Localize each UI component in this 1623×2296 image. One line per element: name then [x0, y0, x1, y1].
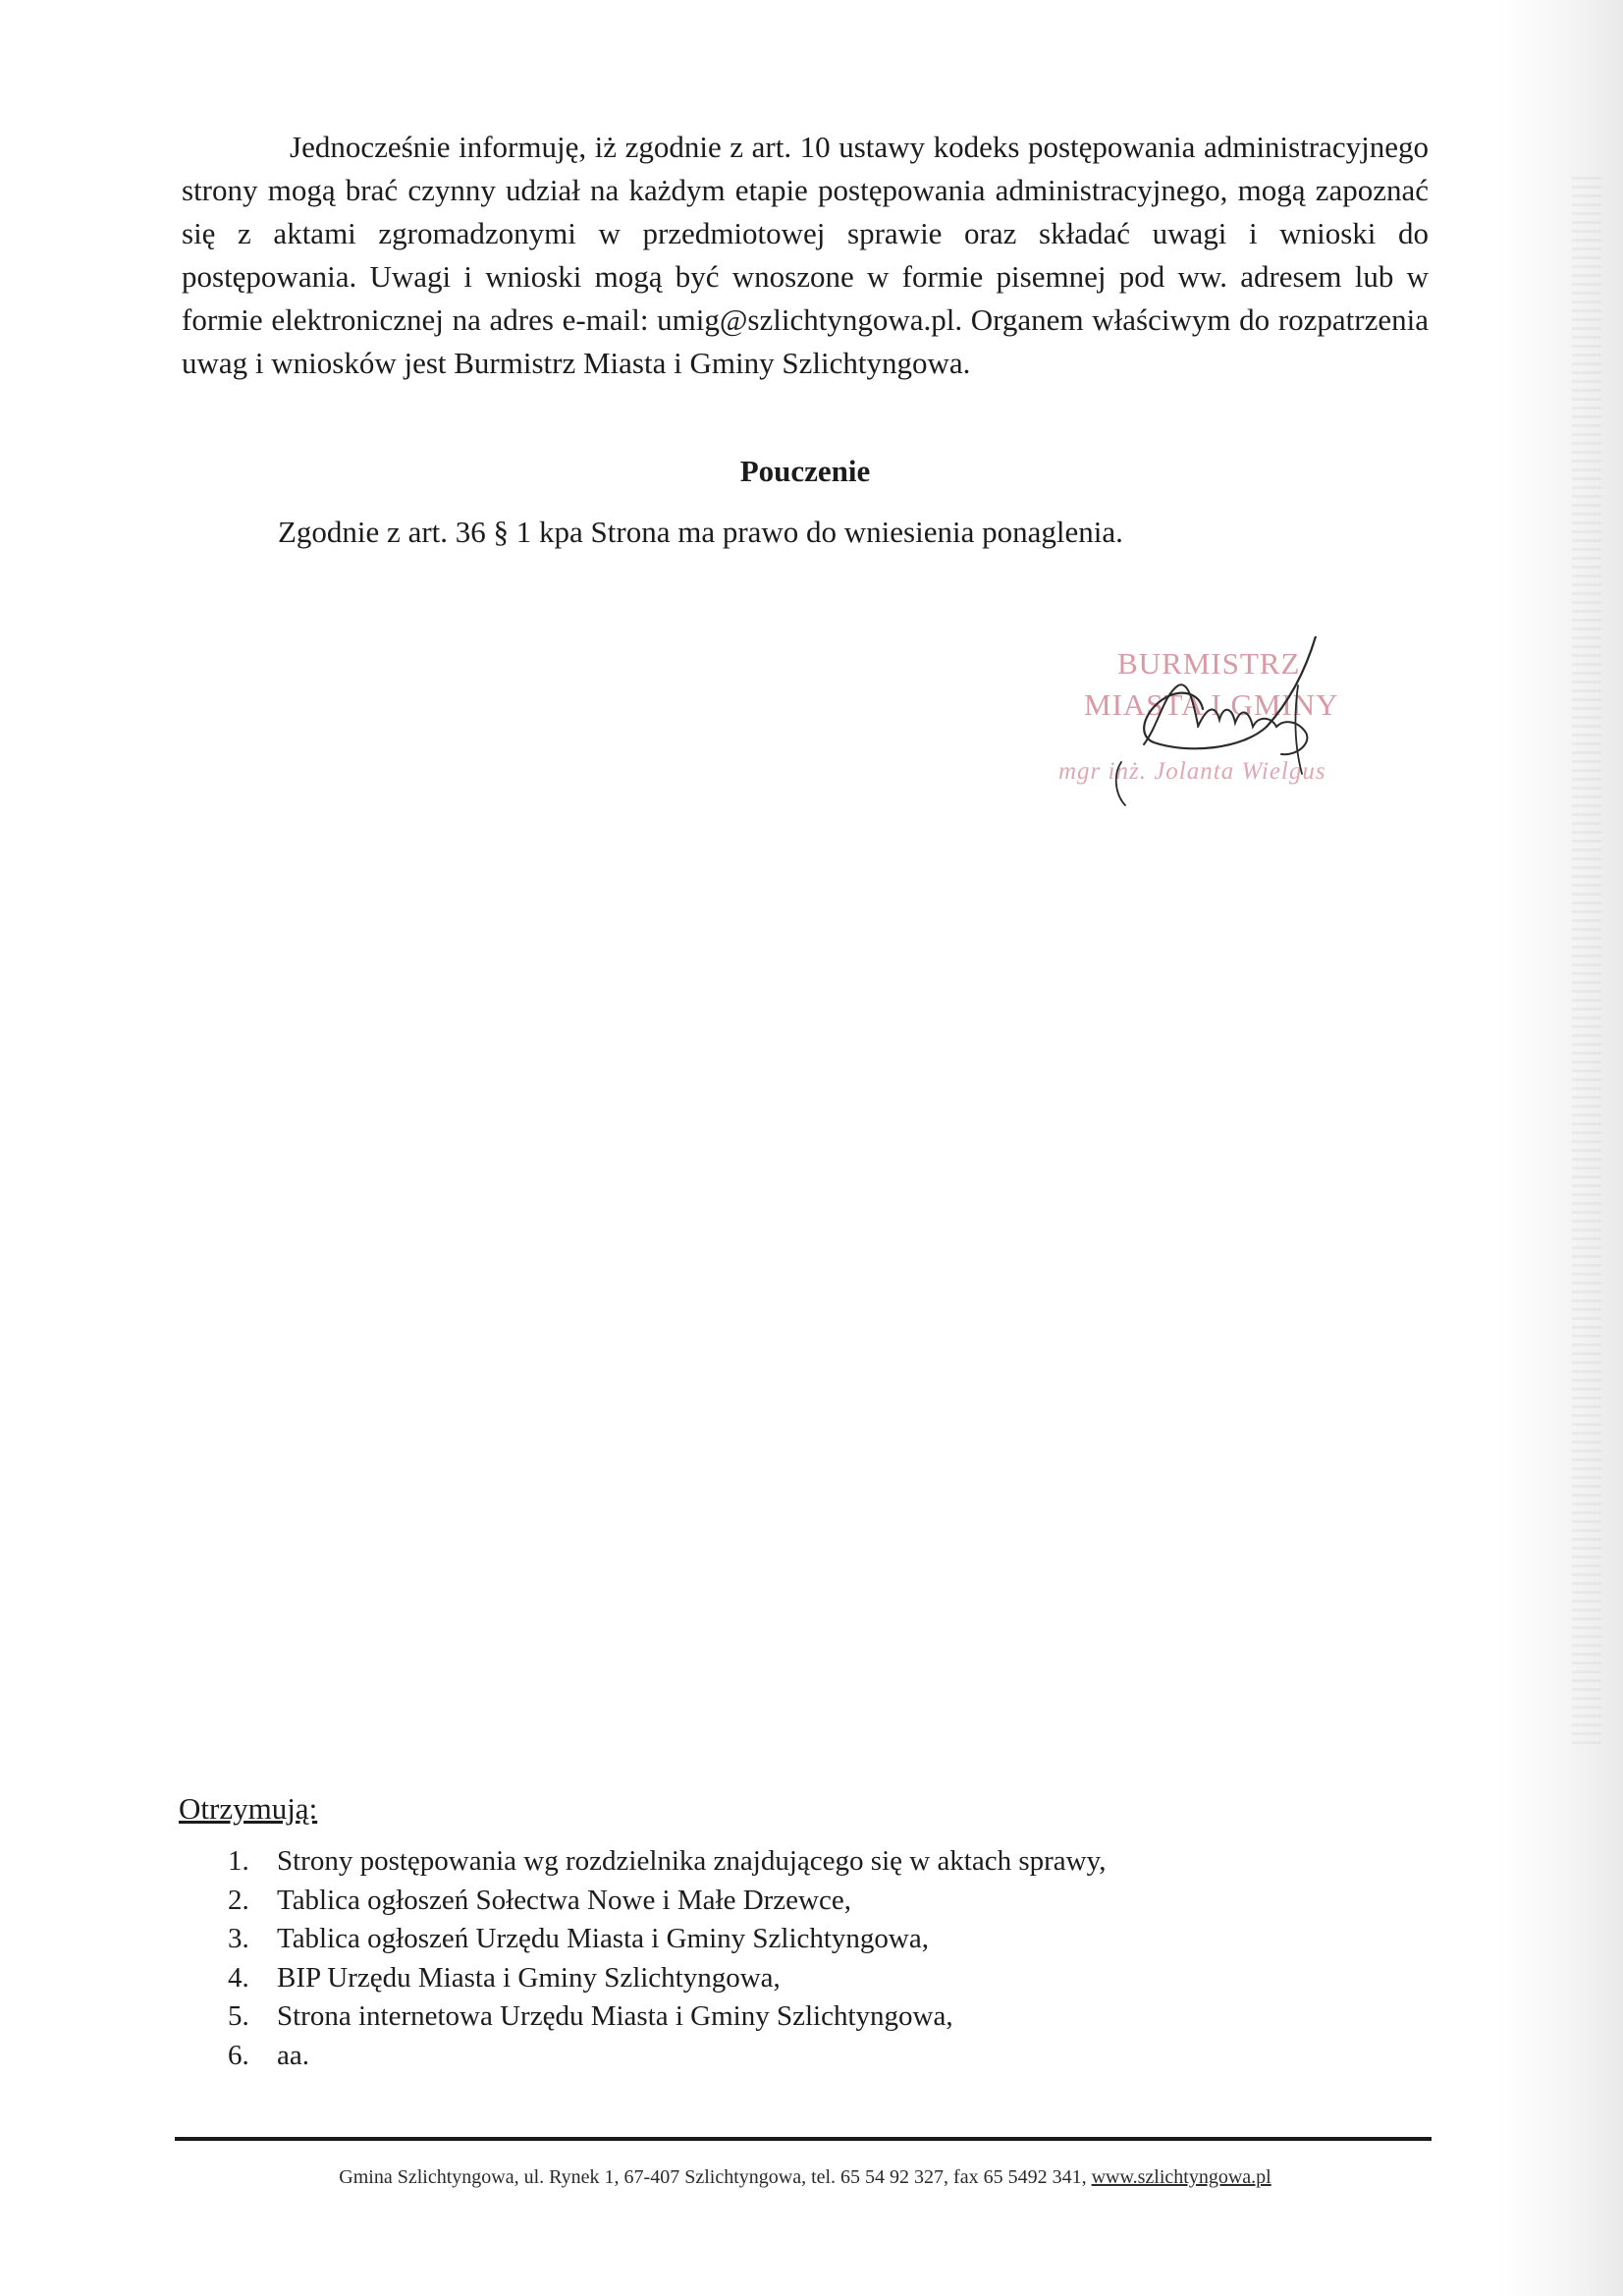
body-paragraph-text: Jednocześnie informuję, iż zgodnie z art. 10 ustawy kodeks postępowania administracyjnego strony mogą brać czynny udział na każdym etapie postępowania administracyjnego, mogą zapoznać się z aktami zgromadzonymi w przedmiotowej sprawie oraz składać uwagi i wnioski do postępowania. Uwagi i wnioski mogą być wnoszone w formie pisemnej pod ww. adresem lub w formie elektronicznej na adres e-mail: umig@szlichtyngowa.pl. Organem właściwym do rozpatrzenia uwag i wniosków jest Burmistrz Miasta i Gminy Szlichtyngowa. — [182, 130, 1429, 380]
list-item — [179, 1882, 1357, 1921]
list-item — [179, 2037, 1357, 2076]
footer-contact — [177, 2166, 1434, 2189]
stamp-subtitle: MIASTA I GMINY — [1084, 687, 1339, 722]
recipients-title: Otrzymują: — [179, 1791, 318, 1826]
footer-divider — [175, 2137, 1432, 2141]
list-item-text: Tablica ogłoszeń Urzędu Miasta i Gminy Szlichtyngowa, — [277, 1923, 929, 1954]
list-item-text: Tablica ogłoszeń Sołectwa Nowe i Małe Drzewce, — [277, 1884, 851, 1916]
footer-text: Gmina Szlichtyngowa, ul. Rynek 1, 67-407 Szlichtyngowa, tel. 65 54 92 327, fax 65 5492 341, — [339, 2166, 1092, 2188]
list-item — [179, 1920, 1357, 1959]
list-item-number: 6. — [228, 2039, 249, 2071]
footer-website-link[interactable]: www.szlichtyngowa.pl — [1091, 2166, 1271, 2188]
list-item-text: Strona internetowa Urzędu Miasta i Gminy Szlichtyngowa, — [277, 2000, 953, 2032]
stamp-name: mgr inż. Jolanta Wielgus — [1058, 758, 1326, 785]
official-stamp — [1041, 636, 1394, 808]
list-item-text: Strony postępowania wg rozdzielnika znajdującego się w aktach sprawy, — [277, 1845, 1107, 1877]
list-item-number: 3. — [228, 1923, 249, 1954]
recipients-list — [179, 1842, 1357, 2075]
section-heading: Pouczenie — [739, 454, 871, 488]
stamp-title: BURMISTRZ — [1117, 646, 1301, 681]
list-item-text: BIP Urzędu Miasta i Gminy Szlichtyngowa, — [277, 1961, 781, 1994]
list-item-number: 2. — [228, 1884, 249, 1916]
scan-shadow — [1495, 0, 1623, 2296]
notice-text: Zgodnie z art. 36 § 1 kpa Strona ma prawo do wniesienia ponaglenia. — [278, 515, 1123, 549]
list-item — [179, 1997, 1357, 2037]
list-item-number: 4. — [228, 1961, 249, 1994]
list-item — [179, 1842, 1357, 1882]
list-item — [179, 1959, 1357, 1998]
list-item-text: aa. — [277, 2039, 309, 2071]
list-item-number: 5. — [228, 2000, 249, 2032]
body-paragraph — [182, 126, 1429, 385]
handwritten-signature — [1041, 636, 1394, 808]
list-item-number: 1. — [228, 1845, 249, 1877]
